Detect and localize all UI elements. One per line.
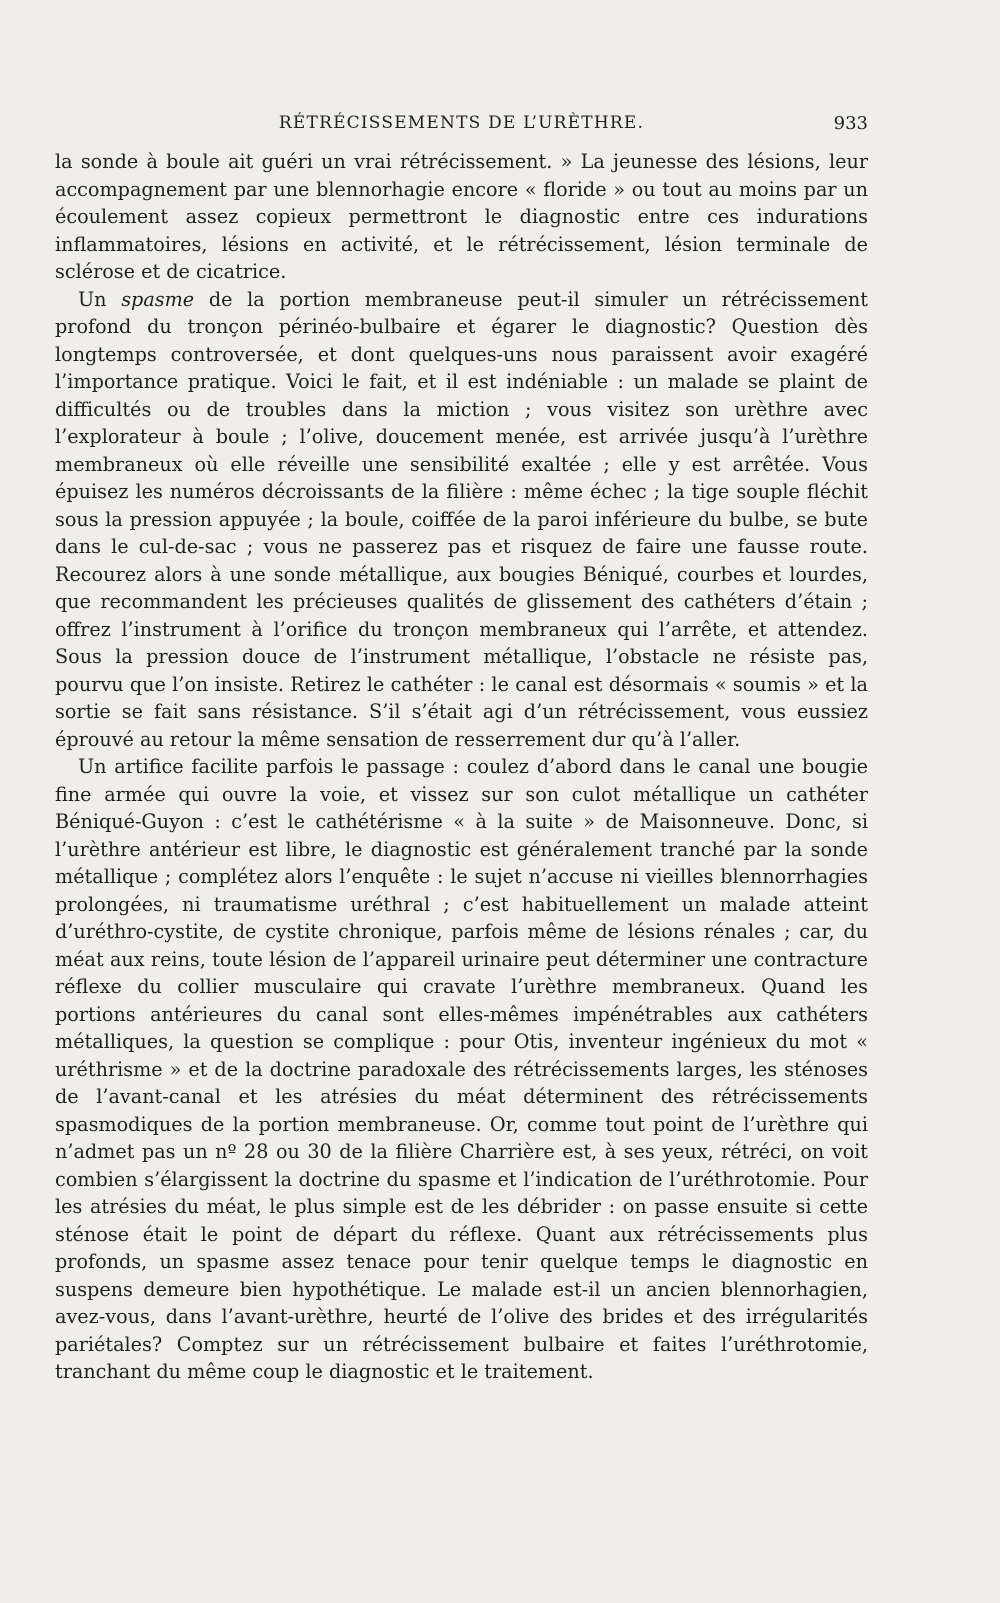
paragraph-2 [55, 286, 868, 754]
paragraph-2-start: Un [78, 287, 107, 311]
spasme-italic: spasme [121, 287, 195, 311]
body-text [55, 148, 868, 1386]
running-title: RÉTRÉCISSEMENTS DE L’URÈTHRE. [278, 113, 645, 133]
paragraph-1: la sonde à boule ait guéri un vrai rétrécissement. » La jeunesse des lésions, leur accompagnement par une blennorhagie encore « floride » ou tout au moins par un écoulement assez copieux permettront le diagnostic entre ces indurations inflammatoires, lésions en activité, et le rétrécissement, lésion terminale de sclérose et de cicatrice. [55, 150, 868, 283]
running-head [55, 113, 868, 139]
page-number: 933 [833, 113, 868, 134]
paragraph-3: Un artifice facilite parfois le passage : coulez d’abord dans le canal une bougie fine armée qui ouvre la voie, et vissez sur son culot métallique un cathéter Béniqué-Guyon : c’est le cathétérisme « à la suite » de Maisonneuve. Donc, si l’urèthre antérieur est libre, le diagnostic est généralement tranché par la sonde métallique ; complétez alors l’enquête : le sujet n’accuse ni vieilles blennorrhagies prolongées, ni traumatisme uréthral ; c’est habituellement un malade atteint d’uréthro-cystite, de cystite chronique, parfois même de lésions rénales ; car, du méat aux reins, toute lésion de l’appareil urinaire peut déterminer une contracture réflexe du collier musculaire qui cravate l’urèthre membraneux. Quand les portions antérieures du canal sont elles-mêmes impénétrables aux cathéters métalliques, la question se complique : pour Otis, inventeur ingénieux du mot « uréthrisme » et de la doctrine paradoxale des rétrécissements larges, les sténoses de l’avant-canal et les atrésies du méat déterminent des rétrécissements spasmodiques de la portion membraneuse. Or, comme tout point de l’urèthre qui n’admet pas un nº 28 ou 30 de la filière Charrière est, à ses yeux, rétréci, on voit combien s’élargissent la doctrine du spasme et l’indication de l’uréthrotomie. Pour les atrésies du méat, le plus simple est de les débrider : on passe ensuite si cette sténose était le point de départ du réflexe. Quant aux rétrécissements plus profonds, un spasme assez tenace pour tenir quelque temps le diagnostic en suspens demeure bien hypothétique. Le malade est-il un ancien blennorhagien, avez-vous, dans l’avant-urèthre, heurté de l’olive des brides et des irrégularités pariétales? Comptez sur un rétrécissement bulbaire et faites l’uréthrotomie, tranchant du même coup le diagnostic et le traitement. [55, 755, 868, 1383]
paragraph-2-rest: de la portion membraneuse peut-il simuler un rétrécissement profond du tronçon périnéo-bulbaire et égarer le diagnostic? Question dès longtemps controversée, et dont quelques-uns nous paraissent avoir exagéré l’importance pratique. Voici le fait, et il est indéniable : un malade se plaint de difficultés ou de troubles dans la miction ; vous visitez son urèthre avec l’explorateur à boule ; l’olive, doucement menée, est arrivée jusqu’à l’urèthre membraneux où elle réveille une sensibilité exaltée ; elle y est arrêtée. Vous épuisez les numéros décroissants de la filière : même échec ; la tige souple fléchit sous la pression appuyée ; la boule, coiffée de la paroi inférieure du bulbe, se bute dans le cul-de-sac ; vous ne passerez pas et risquez de faire une fausse route. Recourez alors à une sonde métallique, aux bougies Béniqué, courbes et lourdes, que recommandent les précieuses qualités de glissement des cathéters d’étain ; offrez l’instrument à l’orifice du tronçon membraneux qui l’arrête, et attendez. Sous la pression douce de l’instrument métallique, l’obstacle ne résiste pas, pourvu que l’on insiste. Retirez le cathéter : le canal est désormais « soumis » et la sortie se fait sans résistance. S’il s’était agi d’un rétrécissement, vous eussiez éprouvé au retour la même sensation de resserrement dur qu’à l’aller. [55, 287, 868, 751]
